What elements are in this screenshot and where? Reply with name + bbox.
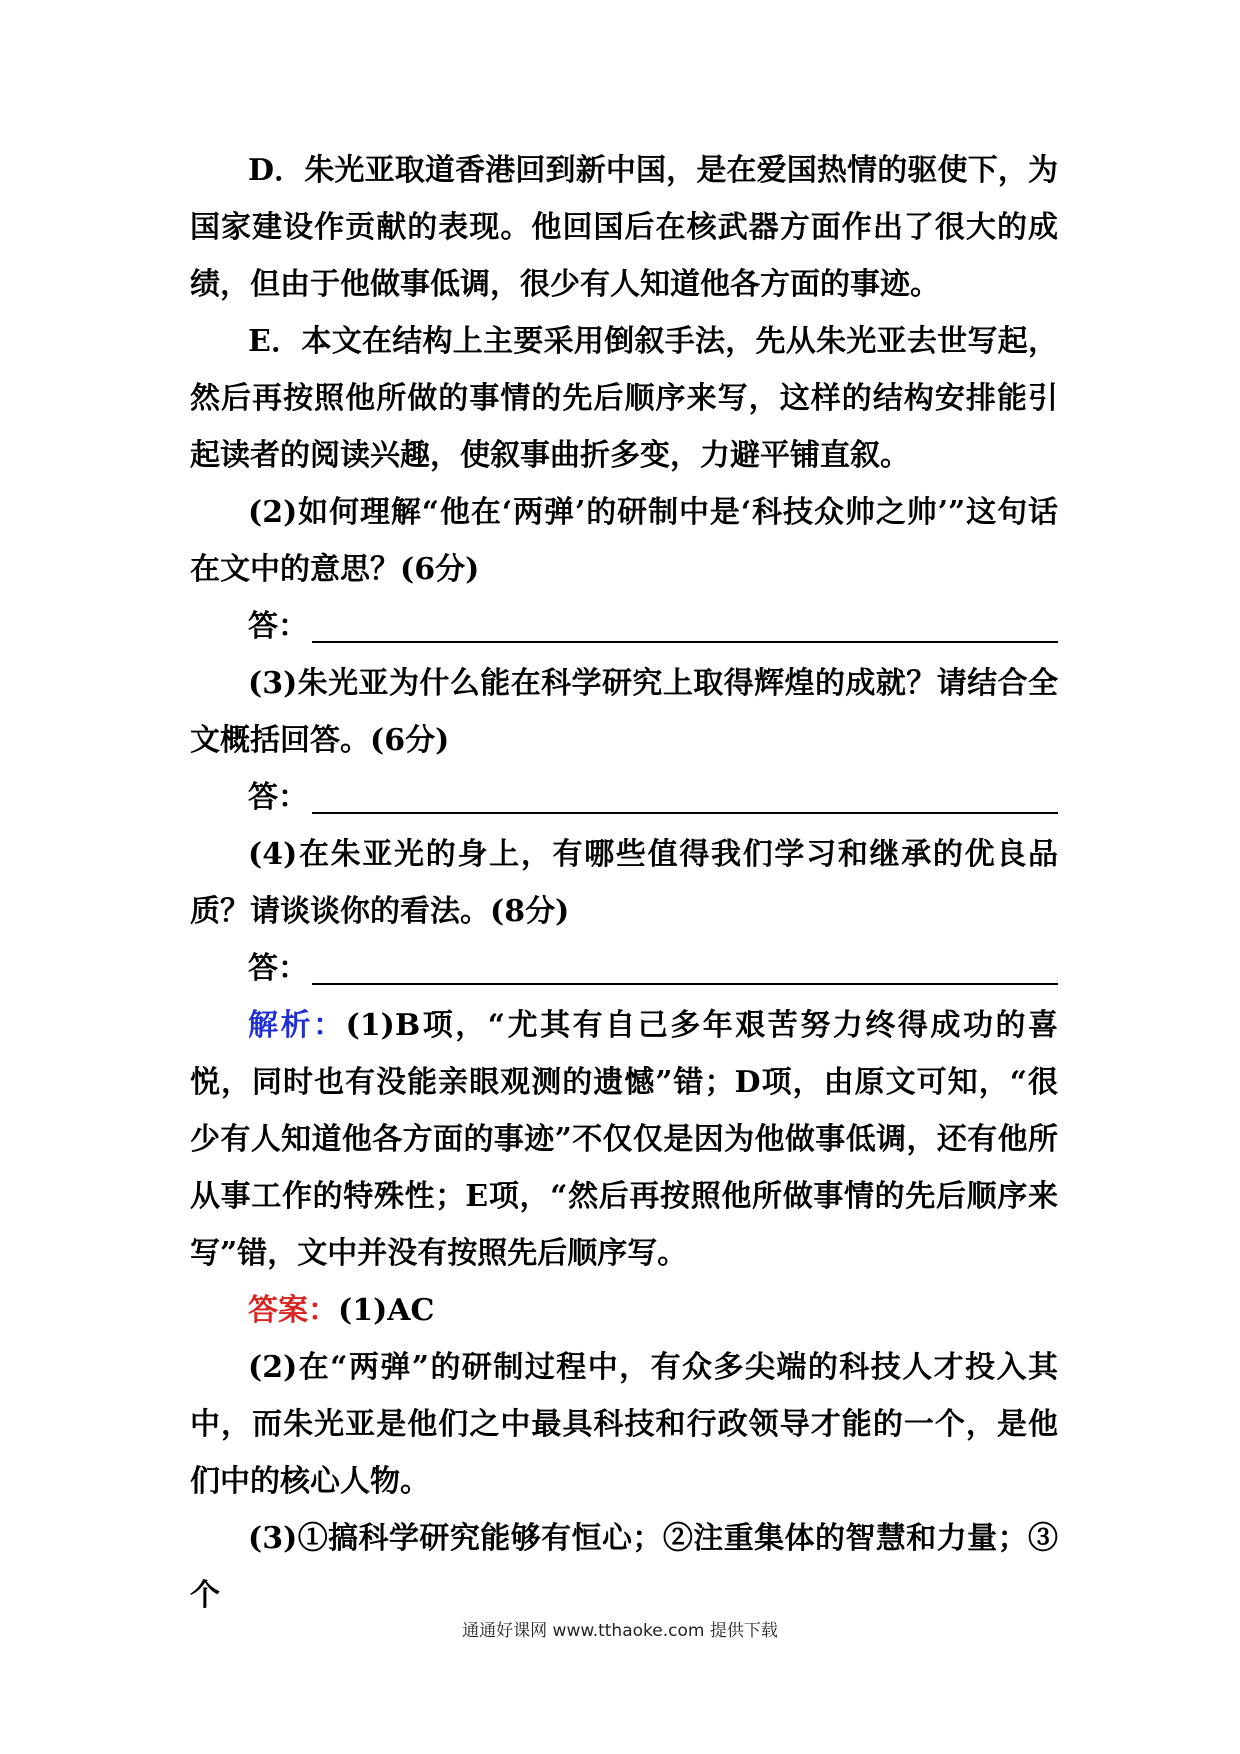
- answers-heading: [190, 1282, 1058, 1339]
- answer-blank-3: [190, 769, 1058, 826]
- analysis-label: 解析：: [248, 1008, 346, 1043]
- question-2: (2)如何理解“他在‘两弹’的研制中是‘科技众帅之帅’”这句话在文中的意思？(6分): [190, 495, 1058, 587]
- question-3: (3)朱光亚为什么能在科学研究上取得辉煌的成就？请结合全文概括回答。(6分): [190, 666, 1058, 758]
- analysis-text: (1)B项，“尤其有自己多年艰苦努力终得成功的喜悦，同时也有没能亲眼观测的遗憾”错；D项，由原文可知，“很少有人知道他各方面的事迹”不仅仅是因为他做事低调，还有他所从事工作的特殊性；E项，“然后再按照他所做事情的先后顺序来写”错，文中并没有按照先后顺序写。: [190, 1008, 1059, 1271]
- option-d: D．朱光亚取道香港回到新中国，是在爱国热情的驱使下，为国家建设作贡献的表现。他回国后在核武器方面作出了很大的成绩，但由于他做事低调，很少有人知道他各方面的事迹。: [190, 153, 1058, 302]
- answer-underline: [312, 812, 1058, 814]
- answer-3: (3)①搞科学研究能够有恒心；②注重集体的智慧和力量；③个: [190, 1521, 1058, 1613]
- answer-blank-4: [190, 940, 1058, 997]
- option-e: E．本文在结构上主要采用倒叙手法，先从朱光亚去世写起，然后再按照他所做的事情的先后顺序来写，这样的结构安排能引起读者的阅读兴趣，使叙事曲折多变，力避平铺直叙。: [190, 324, 1058, 473]
- answer-label: 答：: [248, 951, 308, 986]
- answer-label: 答：: [248, 780, 308, 815]
- document-body: [190, 142, 1058, 1624]
- question-4: (4)在朱亚光的身上，有哪些值得我们学习和继承的优良品质？请谈谈你的看法。(8分): [190, 837, 1058, 929]
- answer-2: (2)在“两弹”的研制过程中，有众多尖端的科技人才投入其中，而朱光亚是他们之中最具科技和行政领导才能的一个，是他们中的核心人物。: [190, 1350, 1058, 1499]
- analysis-paragraph: [190, 997, 1058, 1282]
- answer-underline: [312, 983, 1058, 985]
- answer-underline: [312, 641, 1058, 643]
- answers-label: 答案：: [248, 1293, 338, 1328]
- answer-1: (1)AC: [338, 1293, 435, 1328]
- answer-label: 答：: [248, 609, 308, 644]
- answer-blank-2: [190, 598, 1058, 655]
- page-footer: 通通好课网 www.tthaoke.com 提供下载: [462, 1621, 778, 1641]
